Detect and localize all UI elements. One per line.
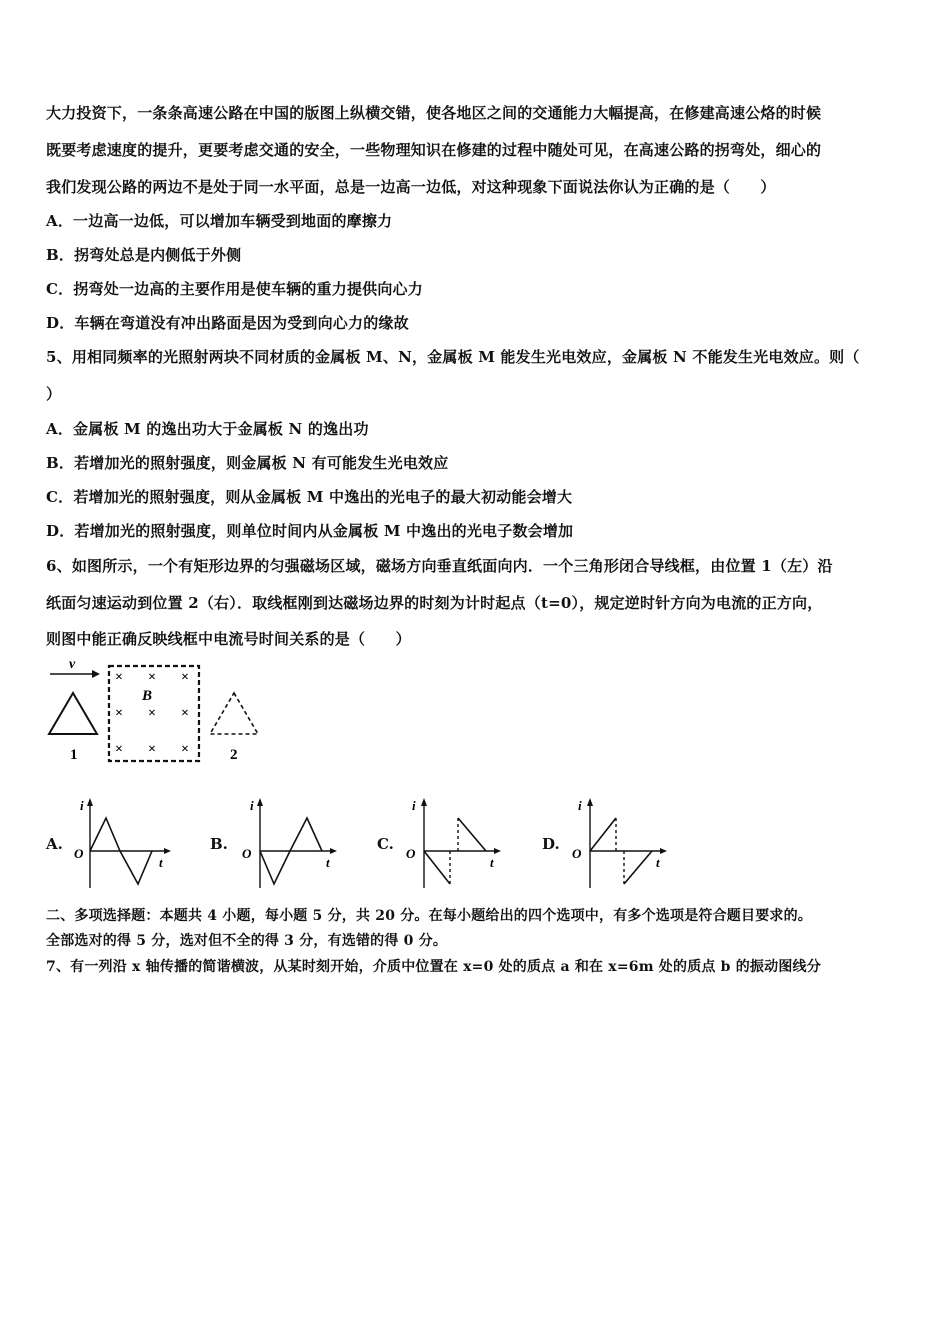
graph-b-origin-label: O bbox=[242, 846, 252, 861]
triangle-position-1 bbox=[49, 693, 97, 734]
graph-a-t-label: t bbox=[159, 855, 163, 870]
graph-a-i-label: i bbox=[80, 798, 84, 813]
graph-a-origin-label: O bbox=[74, 846, 84, 861]
cross-mark: × bbox=[181, 706, 189, 721]
q4-stem-line-2: 既要考虑速度的提升，更要考虑交通的安全，一些物理知识在修建的过程中随处可见，在高速公路的拐弯处，细心的 bbox=[46, 141, 822, 159]
graph-d-label: D. bbox=[542, 835, 560, 853]
graph-d-i-label: i bbox=[578, 798, 582, 813]
q5-option-b: B．若增加光的照射强度，则金属板 N 有可能发生光电效应 bbox=[46, 454, 449, 472]
q4-option-d: D．车辆在弯道没有冲出路面是因为受到向心力的缘故 bbox=[46, 314, 409, 332]
q5-option-c: C．若增加光的照射强度，则从金属板 M 中逸出的光电子的最大初动能会增大 bbox=[46, 488, 573, 506]
position-2-label: 2 bbox=[230, 747, 238, 763]
graph-b-t-label: t bbox=[326, 855, 330, 870]
q5-stem-line-2: ） bbox=[46, 385, 62, 403]
q4-option-c: C．拐弯处一边高的主要作用是使车辆的重力提供向心力 bbox=[46, 280, 423, 298]
q6-stem-line-2: 纸面匀速运动到位置 2（右）．取线框刚到达磁场边界的时刻为计时起点（t=0），规定逆时针方向为电流的正方向， bbox=[46, 594, 823, 612]
cross-mark: × bbox=[115, 670, 123, 685]
q5-stem-line-1: 5、用相同频率的光照射两块不同材质的金属板 M、N，金属板 M 能发生光电效应，金属板 N 不能发生光电效应。则（ bbox=[46, 348, 860, 366]
graph-c-curve-positive bbox=[458, 818, 486, 851]
cross-mark: × bbox=[148, 670, 156, 685]
q5-option-a: A．金属板 M 的逸出功大于金属板 N 的逸出功 bbox=[46, 420, 369, 438]
q4-option-b: B．拐弯处总是内侧低于外侧 bbox=[46, 246, 242, 264]
graph-c-label: C. bbox=[377, 835, 394, 853]
graph-b-label: B. bbox=[210, 835, 228, 853]
cross-mark: × bbox=[181, 670, 189, 685]
q4-option-a: A．一边高一边低，可以增加车辆受到地面的摩擦力 bbox=[46, 212, 393, 230]
q5-option-d: D．若增加光的照射强度，则单位时间内从金属板 M 中逸出的光电子数会增加 bbox=[46, 522, 574, 540]
cross-mark: × bbox=[181, 742, 189, 757]
graph-c-curve-negative bbox=[424, 851, 450, 884]
cross-mark: × bbox=[148, 742, 156, 757]
q4-stem-line-3: 我们发现公路的两边不是处于同一水平面，总是一边高一边低，对这种现象下面说法你认为正确的是（ ） bbox=[46, 178, 776, 196]
magnetic-field-figure bbox=[44, 655, 274, 770]
velocity-label: v bbox=[69, 657, 76, 672]
triangle-position-2 bbox=[210, 693, 258, 734]
graph-d-t-label: t bbox=[656, 855, 660, 870]
cross-mark: × bbox=[148, 706, 156, 721]
graph-b bbox=[232, 796, 342, 891]
graph-d-origin-label: O bbox=[572, 846, 582, 861]
position-1-label: 1 bbox=[70, 747, 78, 763]
q6-stem-line-3: 则图中能正确反映线框中电流号时间关系的是（ ） bbox=[46, 630, 411, 648]
graph-c-origin-label: O bbox=[406, 846, 416, 861]
velocity-arrowhead bbox=[92, 670, 100, 678]
graph-b-i-label: i bbox=[250, 798, 254, 813]
q4-stem-line-1: 大力投资下，一条条高速公路在中国的版图上纵横交错，使各地区之间的交通能力大幅提高，在修建高速公烙的时候 bbox=[46, 104, 822, 122]
cross-mark: × bbox=[115, 706, 123, 721]
q6-stem-line-1: 6、如图所示，一个有矩形边界的匀强磁场区域，磁场方向垂直纸面向内．一个三角形闭合导线框，由位置 1（左）沿 bbox=[46, 557, 833, 575]
graph-c bbox=[398, 796, 508, 891]
q7-stem-line-1: 7、有一列沿 x 轴传播的简谐横波，从某时刻开始，介质中位置在 x=0 处的质点 a 和在 x=6m 处的质点 b 的振动图线分 bbox=[46, 959, 821, 975]
section2-heading-line-1: 二、多项选择题：本题共 4 小题，每小题 5 分，共 20 分。在每小题给出的四个选项中，有多个选项是符合题目要求的。 bbox=[46, 908, 813, 924]
graph-c-t-label: t bbox=[490, 855, 494, 870]
graph-d bbox=[566, 796, 676, 891]
graph-d-curve-positive bbox=[590, 818, 616, 851]
graph-d-curve-negative bbox=[624, 851, 652, 884]
section2-heading-line-2: 全部选对的得 5 分，选对但不全的得 3 分，有选错的得 0 分。 bbox=[46, 933, 448, 949]
graph-a-label: A. bbox=[46, 835, 63, 853]
graph-c-i-label: i bbox=[412, 798, 416, 813]
field-crosses bbox=[115, 670, 189, 757]
cross-mark: × bbox=[115, 742, 123, 757]
field-label: B bbox=[142, 688, 153, 704]
graph-a bbox=[68, 796, 178, 891]
